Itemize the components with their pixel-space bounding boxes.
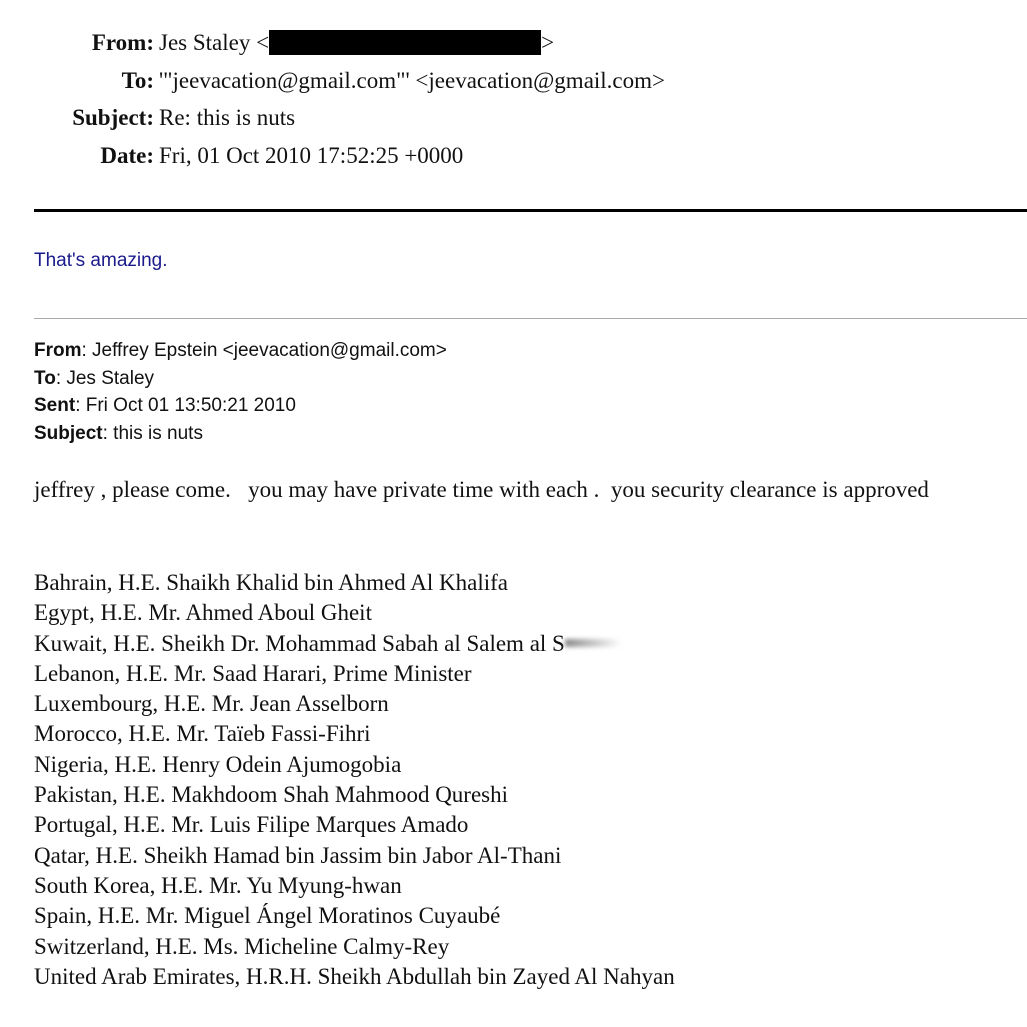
from-label: From: xyxy=(91,30,154,55)
to-value: '"jeevacation@gmail.com"' <jeevacation@gmail.com> xyxy=(159,67,665,93)
forwarded-from-line xyxy=(34,337,447,365)
subject-label: Subject: xyxy=(72,105,154,130)
forwarded-to-value: : Jes Staley xyxy=(55,367,155,389)
header-subject-row xyxy=(0,99,700,137)
to-label: To: xyxy=(121,67,154,93)
list-item-text: Kuwait, H.E. Sheikh Dr. Mohammad Sabah al Salem al S xyxy=(34,630,565,656)
list-item: South Korea, H.E. Mr. Yu Myung-hwan xyxy=(34,872,402,898)
redaction-bar xyxy=(269,30,541,55)
list-item: United Arab Emirates, H.R.H. Sheikh Abdullah bin Zayed Al Nahyan xyxy=(34,963,675,989)
header-from-row xyxy=(0,24,700,62)
forwarded-from-value: : Jeffrey Epstein <jeevacation@gmail.com> xyxy=(81,340,447,361)
list-item: Morocco, H.E. Mr. Taïeb Fassi-Fihri xyxy=(34,721,371,747)
list-item: Pakistan, H.E. Makhdoom Shah Mahmood Qureshi xyxy=(34,782,509,808)
list-item: Qatar, H.E. Sheikh Hamad bin Jassim bin Jabor Al-Thani xyxy=(34,842,562,868)
forwarded-header xyxy=(34,337,447,447)
forwarded-to-label: To xyxy=(34,367,56,389)
forwarded-from-label: From xyxy=(34,340,82,361)
list-item: Spain, H.E. Mr. Miguel Ángel Moratinos Cuyaubé xyxy=(34,903,501,929)
from-name: Jes Staley < xyxy=(159,30,270,55)
subject-value: Re: this is nuts xyxy=(159,105,296,130)
message-body: jeffrey , please come. you may have private time with each . you security clearance is approved xyxy=(34,477,929,502)
quote-divider xyxy=(34,318,1027,319)
from-value xyxy=(159,24,554,62)
from-close-bracket: > xyxy=(541,30,555,55)
date-label: Date: xyxy=(100,142,154,168)
header-divider xyxy=(34,209,1027,212)
forwarded-subject-value: : this is nuts xyxy=(102,422,203,444)
forwarded-sent-label: Sent xyxy=(34,395,76,416)
email-header xyxy=(0,24,700,174)
list-item: Switzerland, H.E. Ms. Micheline Calmy-Rey xyxy=(34,933,450,959)
forwarded-subject-label: Subject xyxy=(34,422,103,444)
date-value: Fri, 01 Oct 2010 17:52:25 +0000 xyxy=(159,142,464,168)
list-item: Portugal, H.E. Mr. Luis Filipe Marques Amado xyxy=(34,812,469,838)
list-item: Lebanon, H.E. Mr. Saad Harari, Prime Minister xyxy=(34,660,472,686)
header-date-row xyxy=(0,137,700,175)
header-to-row xyxy=(0,62,700,100)
forwarded-sent-value: : Fri Oct 01 13:50:21 2010 xyxy=(75,395,296,416)
list-item: Bahrain, H.E. Shaikh Khalid bin Ahmed Al Khalifa xyxy=(34,570,508,595)
list-item-blurred xyxy=(34,629,675,659)
list-item: Luxembourg, H.E. Mr. Jean Asselborn xyxy=(34,691,389,717)
minister-list xyxy=(34,568,675,992)
list-item: Egypt, H.E. Mr. Ahmed Aboul Gheit xyxy=(34,600,372,626)
reply-text: That's amazing. xyxy=(34,250,168,271)
forwarded-subject-line xyxy=(34,420,447,448)
forwarded-to-line xyxy=(34,365,447,393)
forwarded-sent-line xyxy=(34,392,447,420)
blurred-text xyxy=(565,639,621,647)
list-item: Nigeria, H.E. Henry Odein Ajumogobia xyxy=(34,751,402,777)
